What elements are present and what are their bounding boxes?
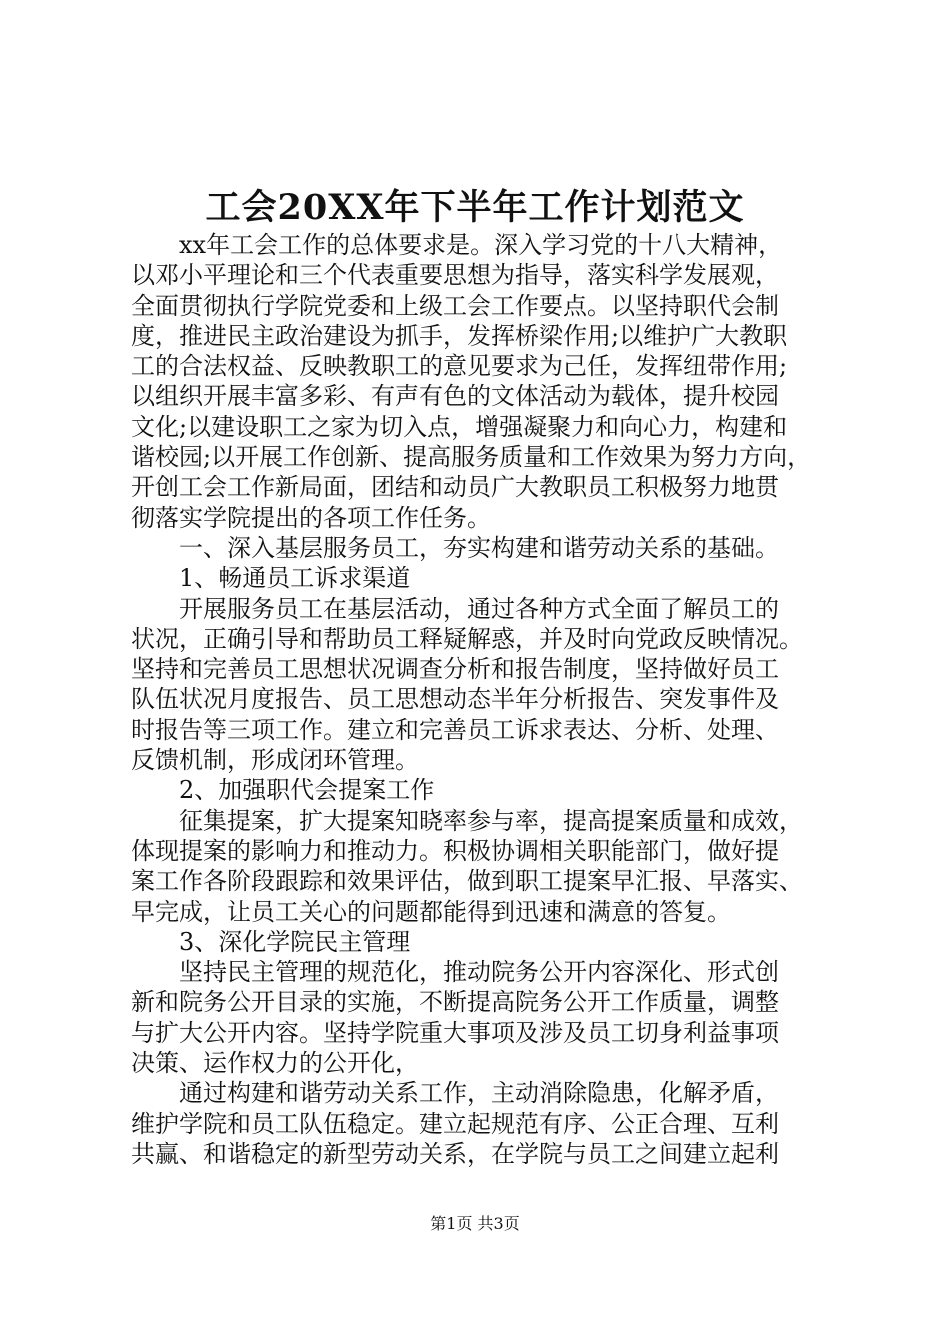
text-line: 共赢、和谐稳定的新型劳动关系，在学院与员工之间建立起利 (131, 1139, 779, 1168)
text-line: 3、深化学院民主管理 (179, 927, 411, 956)
text-line: 通过构建和谐劳动关系工作，主动消除隐患，化解矛盾， (179, 1079, 779, 1108)
text-line: 1、畅通员工诉求渠道 (179, 564, 411, 593)
text-line: 维护学院和员工队伍稳定。建立起规范有序、公正合理、互利 (131, 1109, 779, 1138)
text-line: 反馈机制，形成闭环管理。 (131, 746, 419, 775)
text-line: 工的合法权益、反映教职工的意见要求为己任，发挥纽带作用; (131, 352, 788, 381)
text-line: 决策、运作权力的公开化， (131, 1049, 419, 1078)
text-line: 坚持民主管理的规范化，推动院务公开内容深化、形式创 (179, 958, 779, 987)
text-line: 时报告等三项工作。建立和完善员工诉求表达、分析、处理、 (131, 715, 779, 744)
text-line: 开展服务员工在基层活动，通过各种方式全面了解员工的 (179, 594, 779, 623)
text-line: 彻落实学院提出的各项工作任务。 (131, 503, 491, 532)
page-footer: 第1页 共3页 (430, 1214, 520, 1233)
text-line: 队伍状况月度报告、员工思想动态半年分析报告、突发事件及 (131, 685, 779, 714)
text-line: 征集提案，扩大提案知晓率参与率，提高提案质量和成效， (179, 806, 803, 835)
text-line: 新和院务公开目录的实施，不断提高院务公开工作质量，调整 (131, 988, 779, 1017)
text-line: xx年工会工作的总体要求是。深入学习党的十八大精神， (179, 231, 783, 259)
text-line: 与扩大公开内容。坚持学院重大事项及涉及员工切身利益事项 (131, 1018, 779, 1047)
text-line: 谐校园;以开展工作创新、提高服务质量和工作效果为努力方向， (131, 443, 812, 472)
text-line: 状况，正确引导和帮助员工释疑解惑，并及时向党政反映情况。 (131, 624, 803, 653)
text-line: 体现提案的影响力和推动力。积极协调相关职能部门，做好提 (131, 836, 779, 865)
text-line: 案工作各阶段跟踪和效果评估，做到职工提案早汇报、早落实、 (131, 867, 803, 896)
text-line: 早完成，让员工关心的问题都能得到迅速和满意的答复。 (131, 897, 731, 926)
document-title: 工会20XX年下半年工作计划范文 (205, 187, 745, 228)
text-line: 开创工会工作新局面，团结和动员广大教职员工积极努力地贯 (131, 473, 779, 502)
document-body (131, 230, 851, 1169)
text-line: 全面贯彻执行学院党委和上级工会工作要点。以坚持职代会制 (131, 291, 779, 320)
text-line: 一、深入基层服务员工，夯实构建和谐劳动关系的基础。 (179, 533, 779, 562)
text-line: 坚持和完善员工思想状况调查分析和报告制度，坚持做好员工 (131, 655, 779, 684)
text-line: 文化;以建设职工之家为切入点，增强凝聚力和向心力，构建和 (131, 412, 788, 441)
text-line: 2、加强职代会提案工作 (179, 776, 435, 805)
text-line: 以组织开展丰富多彩、有声有色的文体活动为载体，提升校园 (131, 382, 779, 411)
text-line: 以邓小平理论和三个代表重要思想为指导，落实科学发展观， (131, 261, 779, 290)
text-line: 度，推进民主政治建设为抓手，发挥桥梁作用;以维护广大教职 (131, 321, 788, 350)
